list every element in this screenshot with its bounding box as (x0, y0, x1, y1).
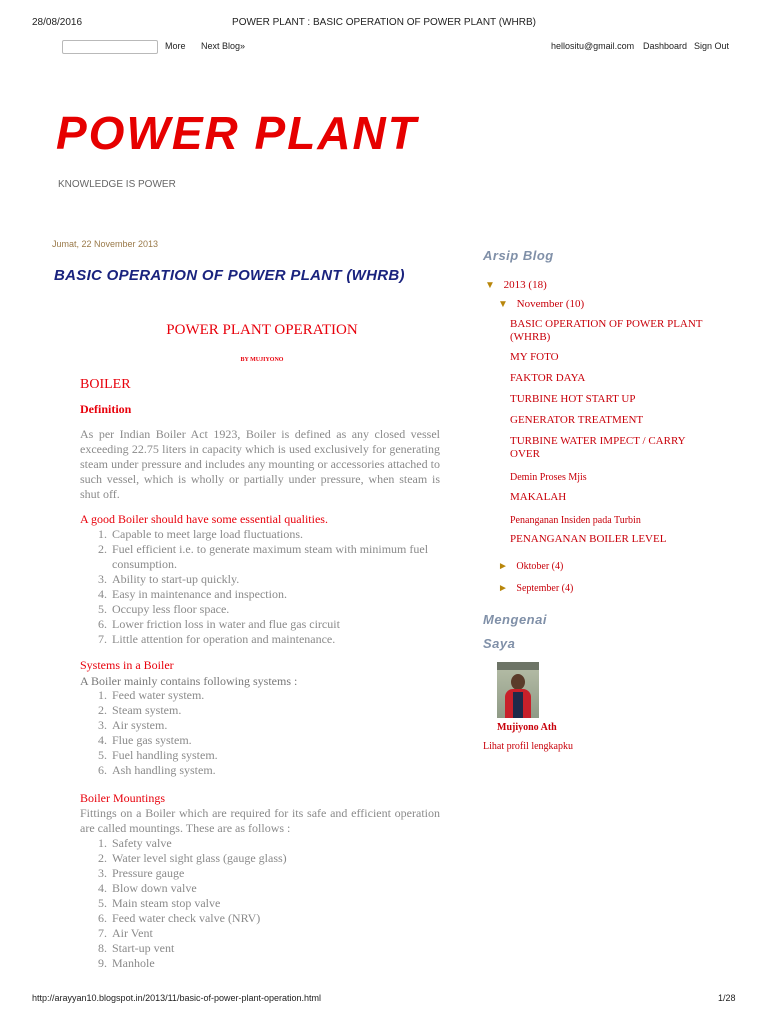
dashboard-link[interactable]: Dashboard (643, 41, 688, 51)
about-title-line-2: Saya (483, 636, 516, 651)
definition-text: As per Indian Boiler Act 1923, Boiler is defined as any closed vessel exceeding 22.75 liters in capacity which is used exclusively for generating steam under pressure and includes any mounting or accessories attached to such vessel, which is wholly or partially under pressure, when steam is shut off. (80, 427, 440, 501)
list-item: 2. Fuel efficient i.e. to generate maximum steam with minimum fuel consumption. (110, 542, 440, 572)
list-item: 6. Lower friction loss in water and flue gas circuit (110, 617, 440, 632)
qualities-heading: A good Boiler should have some essential qualities. (80, 512, 328, 526)
archive-month[interactable]: September (4) (516, 583, 574, 594)
archive-month-row[interactable] (498, 582, 573, 595)
list-item: 4. Easy in maintenance and inspection. (110, 587, 440, 602)
post-title[interactable]: BASIC OPERATION OF POWER PLANT (WHRB) (54, 267, 405, 284)
profile-photo[interactable] (497, 662, 539, 718)
triangle-right-icon[interactable]: ► (498, 561, 508, 572)
list-item: 8. Start-up vent (110, 941, 440, 956)
archive-year[interactable]: 2013 (18) (503, 279, 547, 291)
blogger-navbar (0, 38, 768, 58)
about-title-line-1: Mengenai (483, 612, 547, 627)
triangle-down-icon[interactable]: ▼ (498, 299, 508, 310)
list-item: 1. Safety valve (110, 836, 440, 851)
archive-post-link[interactable]: Penanganan Insiden pada Turbin (510, 515, 641, 526)
list-item: 3. Air system. (110, 718, 440, 733)
list-item: 6. Feed water check valve (NRV) (110, 911, 440, 926)
post-byline: BY MUJIYONO (240, 357, 284, 363)
list-item: 5. Fuel handling system. (110, 748, 440, 763)
triangle-right-icon[interactable]: ► (498, 583, 508, 594)
list-item: 1. Capable to meet large load fluctuations. (110, 527, 440, 542)
list-item: 9. Manhole (110, 956, 440, 971)
archive-post-link[interactable]: TURBINE HOT START UP (510, 393, 636, 405)
email-link[interactable]: hellositu@gmail.com (551, 41, 635, 51)
next-blog-link[interactable]: Next Blog» (201, 41, 246, 51)
archive-post-link[interactable]: FAKTOR DAYA (510, 372, 586, 384)
blog-title[interactable]: POWER PLANT (56, 107, 418, 159)
archive-month-row[interactable] (498, 298, 584, 311)
qualities-list (80, 527, 440, 647)
profile-link[interactable]: Lihat profil lengkapku (483, 741, 573, 752)
systems-list-wrap (80, 688, 440, 778)
archive-month-row[interactable] (498, 560, 563, 573)
definition-label: Definition (80, 402, 132, 416)
systems-intro: A Boiler mainly contains following systems : (80, 674, 298, 688)
archive-post-link[interactable]: MAKALAH (510, 491, 567, 503)
sign-out-link[interactable]: Sign Out (694, 41, 730, 51)
mountings-list-wrap (80, 836, 440, 971)
archive-post-link[interactable]: Demin Proses Mjis (510, 472, 587, 483)
list-item: 4. Flue gas system. (110, 733, 440, 748)
archive-post-link[interactable]: GENERATOR TREATMENT (510, 414, 644, 426)
archive-year-row[interactable] (485, 279, 547, 292)
list-item: 3. Pressure gauge (110, 866, 440, 881)
mountings-intro: Fittings on a Boiler which are required for its safe and efficient operation are called mountings. These are as follows : (80, 806, 440, 835)
archive-post-link[interactable]: TURBINE WATER IMPECT / CARRY OVER (510, 435, 686, 460)
print-title: POWER PLANT : BASIC OPERATION OF POWER PLANT (WHRB) (232, 17, 536, 28)
list-item: 7. Air Vent (110, 926, 440, 941)
post-heading: POWER PLANT OPERATION (166, 322, 358, 338)
list-item: 5. Main steam stop valve (110, 896, 440, 911)
archive-title: Arsip Blog (483, 248, 554, 263)
list-item: 6. Ash handling system. (110, 763, 440, 778)
triangle-down-icon[interactable]: ▼ (485, 280, 495, 291)
list-item: 1. Feed water system. (110, 688, 440, 703)
qualities-list-wrap (80, 527, 440, 647)
archive-post-link[interactable]: PENANGANAN BOILER LEVEL (510, 533, 667, 545)
list-item: 2. Steam system. (110, 703, 440, 718)
print-url: http://arayyan10.blogspot.in/2013/11/basic-of-power-plant-operation.html (32, 993, 322, 1003)
blog-tagline: KNOWLEDGE IS POWER (58, 179, 176, 190)
archive-post-link[interactable]: BASIC OPERATION OF POWER PLANT (WHRB) (510, 318, 703, 343)
archive-post-link[interactable]: MY FOTO (510, 351, 559, 363)
section-heading-boiler: BOILER (80, 377, 131, 392)
mountings-list (80, 836, 440, 971)
list-item: 4. Blow down valve (110, 881, 440, 896)
print-page-number: 1/28 (718, 993, 736, 1003)
systems-heading: Systems in a Boiler (80, 658, 174, 672)
profile-name[interactable]: Mujiyono Ath (497, 722, 557, 733)
systems-list (80, 688, 440, 778)
search-input[interactable] (62, 40, 158, 54)
list-item: 2. Water level sight glass (gauge glass) (110, 851, 440, 866)
archive-month[interactable]: Oktober (4) (516, 561, 564, 572)
list-item: 3. Ability to start-up quickly. (110, 572, 440, 587)
list-item: 5. Occupy less floor space. (110, 602, 440, 617)
archive-month[interactable]: November (10) (516, 298, 585, 310)
print-date: 28/08/2016 (32, 17, 83, 28)
more-link[interactable]: More (165, 41, 186, 51)
mountings-heading: Boiler Mountings (80, 791, 166, 805)
post-date: Jumat, 22 November 2013 (52, 239, 159, 249)
list-item: 7. Little attention for operation and maintenance. (110, 632, 440, 647)
